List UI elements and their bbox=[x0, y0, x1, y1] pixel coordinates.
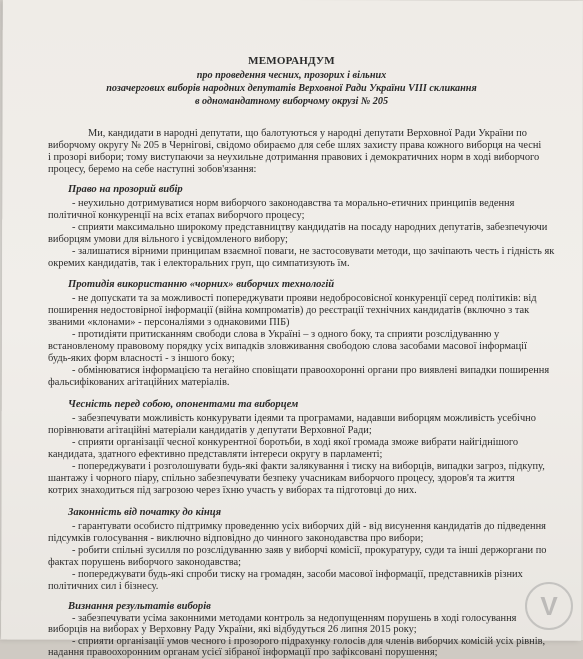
section-line: - сприяти організації чесної конкурентної боротьби, в ході якої громада зможе вибрати найгіднішого bbox=[72, 437, 519, 448]
section-line: званими «клонами» - персоналіями з однаковими ПІБ) bbox=[48, 317, 290, 328]
section-line: порівнювати агітаційні матеріали кандидатів у депутати Верховної Ради; bbox=[48, 425, 372, 436]
section-line: - попереджувати будь-які спроби тиску на громадян, засоби масової інформації, представників різних bbox=[72, 569, 523, 580]
section-line: підсумків голосування - виключно відповідно до чинного законодавства про вибори; bbox=[48, 533, 424, 544]
section-line: будь-яких форм власності - з іншого боку; bbox=[48, 353, 235, 364]
section-line: - попереджувати і розголошувати будь-які факти залякування і тиску на виборців, випадки загроз, підкупу, bbox=[72, 461, 545, 472]
section-line: - робити спільні зусилля по розслідуванню заяв у виборчі комісії, прокуратуру, суди та інші держоргани по bbox=[72, 545, 547, 556]
section-line: шантажу і чорного піару, спільно забезпечувати безпеку учасникам виборчого процесу, здоров'я та життя bbox=[48, 473, 515, 484]
section-heading-legality: Законність від початку до кінця bbox=[68, 507, 222, 518]
section-heading-transparent-choice: Право на прозорий вибір bbox=[68, 184, 183, 195]
subtitle-line-2: позачергових виборів народних депутатів Верховної Ради України VIII скликання bbox=[106, 83, 477, 94]
section-line: виборцям умови для вільного і усвідомленого вибору; bbox=[48, 234, 288, 245]
intro-line: процесу, беремо на себе наступні зобов'язання: bbox=[48, 164, 257, 175]
section-line: - протидіяти притисканням свободи слова в Україні – з одного боку, та сприяти розслідуванню у bbox=[72, 329, 500, 340]
section-line: політичної конкуренції на всіх етапах виборчого процесу; bbox=[48, 210, 305, 221]
section-line: - залишатися вірними принципам взаємної поваги, не застосовувати методи, що зачіпають честь і гідність як bbox=[72, 246, 555, 257]
watermark-logo: V bbox=[525, 582, 573, 630]
intro-line: і прозорі вибори; тому виступаючи за неухильне дотримання правових і демократичних норм в ході виборчого bbox=[48, 152, 540, 163]
section-line: кандидата, здатного ефективно представляти інтереси округу в парламенті; bbox=[48, 449, 383, 460]
section-line: виборців на виборах у Верховну Раду України, які відбудуться 26 липня 2015 року; bbox=[48, 624, 417, 635]
section-line: - сприяти максимально широкому представництву кандидатів на посаду народних депутатів, забезпечуючи bbox=[72, 222, 548, 233]
section-heading-results: Визнання результатів виборів bbox=[68, 601, 211, 612]
section-line: фальсифікованих агітаційних матеріалів. bbox=[48, 377, 230, 388]
section-line: поширення недостовірної інформації (війна компроматів) до реєстрації технічних кандидатів (включно з так bbox=[48, 305, 530, 316]
section-line: політичних сил і бізнесу. bbox=[48, 581, 159, 592]
intro-line: Ми, кандидати в народні депутати, що балотуються у народні депутати Верховної Ради України по bbox=[88, 128, 527, 139]
section-line: встановленому правовому порядку усіх випадків зловживання свободою слова засобами масової інформації bbox=[48, 341, 527, 352]
section-heading-black-technologies: Протидія використанню «чорних» виборчих технологій bbox=[68, 279, 335, 290]
section-line: - гарантувати особисто підтримку проведенню усіх виборчих дій - від висунення кандидатів до підведення bbox=[72, 521, 546, 532]
document-title: МЕМОРАНДУМ bbox=[248, 55, 335, 67]
section-line: фактах порушень виборчого законодавства; bbox=[48, 557, 242, 568]
section-line: - забезпечувати можливість конкурувати ідеями та програмами, надавши виборцям можливість усебічно bbox=[72, 413, 536, 424]
section-line: - обмінюватися інформацією та негайно сповіщати правоохоронні органи про виявлені випадки поширення bbox=[72, 365, 550, 376]
section-line: котрих знаходиться під загрозою через їхню участь у виборах та підготовці до них. bbox=[48, 485, 417, 496]
intro-line: виборчому округу № 205 в Чернігові, свідомо обираємо для себе шлях захисту права кожного виборця на чесні bbox=[48, 140, 542, 151]
subtitle-line-1: про проведення чесних, прозорих і вільних bbox=[196, 70, 387, 81]
section-line: надання правоохоронним органам усієї зібраної інформації про зафіксовані порушення; bbox=[48, 647, 438, 658]
section-line: окремих кандидатів, так і електоральних груп, що симпатизують їм. bbox=[48, 258, 350, 269]
section-line: - неухильно дотримуватися норм виборчого законодавства та морально-етичних принципів ведення bbox=[72, 198, 515, 209]
section-line: - не допускати та за можливості попереджувати прояви недобросовісної конкуренції серед політиків: від bbox=[72, 293, 537, 304]
section-heading-honesty: Чесність перед собою, опонентами та виборцем bbox=[68, 399, 299, 410]
subtitle-line-3: в одномандатному виборчому окрузі № 205 bbox=[194, 96, 389, 107]
section-line: - сприяти організації умов чесного і прозорого підрахунку голосів для членів виборчих комісій усіх рівнів, bbox=[72, 636, 546, 647]
section-line: - забезпечувати усіма законними методами контроль за недопущенням порушень в ході голосування bbox=[72, 613, 517, 624]
